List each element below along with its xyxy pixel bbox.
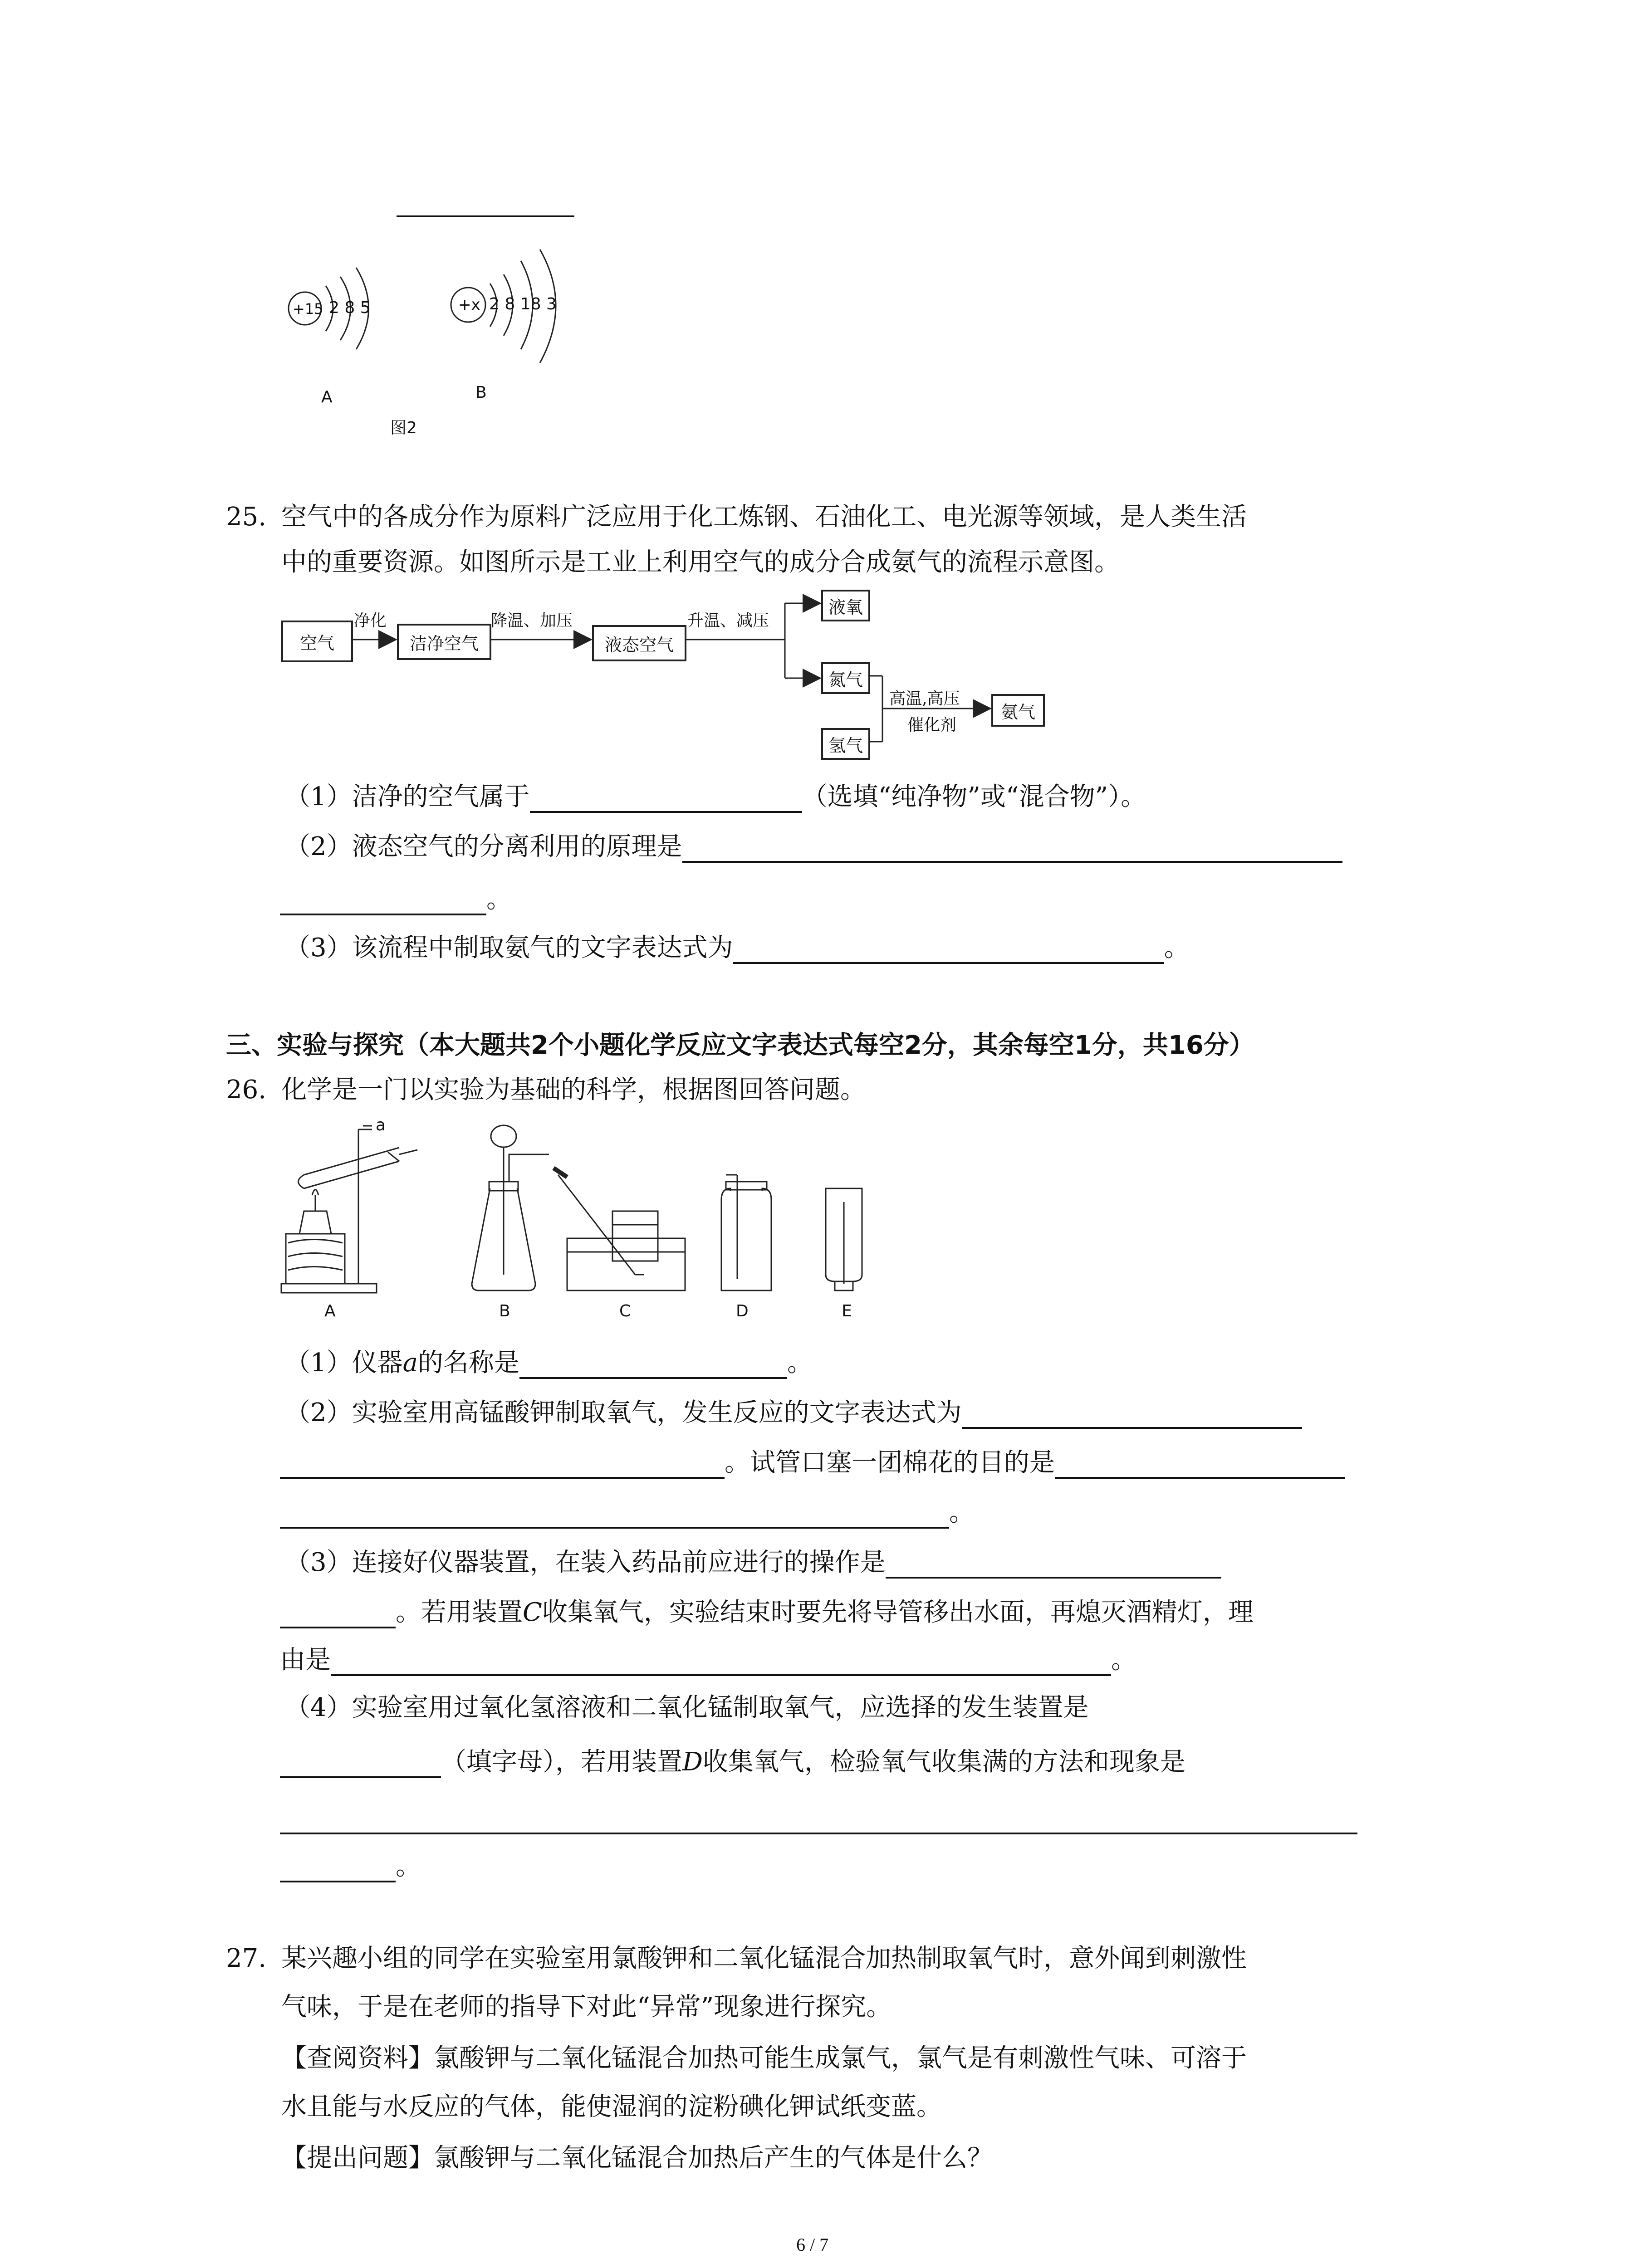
apparatus-label-b: B xyxy=(499,1302,510,1320)
q26-part1-answer-blank[interactable] xyxy=(519,1354,787,1379)
apparatus-label-e: E xyxy=(842,1302,852,1320)
flow-chart xyxy=(272,590,1071,771)
q25-part1-prompt: （1）洁净的空气属于 xyxy=(285,782,530,811)
page-number: 6 / 7 xyxy=(796,2234,829,2255)
q26-part2-cont2: 。 xyxy=(280,1492,975,1529)
q26-part3-cont2: 由是 。 xyxy=(280,1640,1136,1676)
q26-part2-answer-blank-2[interactable] xyxy=(280,1453,725,1479)
q26-part4-answer-blank-2[interactable] xyxy=(280,1833,1357,1834)
lab-apparatus-figure xyxy=(277,1116,894,1329)
q27-info-line1: 【查阅资料】氯酸钾与二氧化锰混合加热可能生成氯气，氯气是有刺激性气味、可溶于 xyxy=(281,2043,1247,2073)
q26-part4-answer-blank-3[interactable] xyxy=(280,1857,396,1882)
apparatus-e xyxy=(826,1188,862,1290)
flow-label-warm-decompress: 升温、减压 xyxy=(687,611,769,630)
q25-number: 25. xyxy=(226,502,267,532)
q26-part3-answer-blank-1[interactable] xyxy=(886,1553,1221,1579)
q25-part1-hint: （选填“纯净物”或“混合物”）。 xyxy=(802,782,1146,811)
apparatus-a-instrument-label: a xyxy=(376,1116,386,1134)
flow-box-hydrogen: 氢气 xyxy=(821,728,870,760)
q26-part4-cont2: 。 xyxy=(280,1846,421,1882)
q26-part1: （1）仪器a的名称是 。 xyxy=(285,1343,813,1379)
q26-part4: （4）实验室用过氧化氢溶液和二氧化锰制取氧气，应选择的发生装置是 xyxy=(285,1693,1089,1722)
atom-a-electrons: 2 8 5 xyxy=(329,298,371,317)
flow-box-clean-air: 洁净空气 xyxy=(397,624,491,660)
q26-var-c: C xyxy=(523,1598,542,1627)
q25-part2-answer-blank-2[interactable] xyxy=(280,890,486,915)
q26-number: 26. xyxy=(226,1075,267,1105)
atom-a-nucleus-label: +15 xyxy=(293,300,323,318)
q26-part3-answer-blank-2[interactable] xyxy=(280,1603,396,1628)
q26-part2-answer-blank-1[interactable] xyxy=(962,1403,1302,1429)
figure-caption: 图2 xyxy=(390,419,417,437)
flow-label-high-temp-pressure: 高温,高压 xyxy=(889,689,960,708)
q26-var-a: a xyxy=(402,1348,418,1378)
q26-part4-answer-blank-1[interactable] xyxy=(280,1753,441,1778)
flow-box-nitrogen: 氮气 xyxy=(821,662,870,694)
flow-label-cool-compress: 降温、加压 xyxy=(491,611,573,630)
q26-part2-answer-blank-4[interactable] xyxy=(280,1503,949,1529)
flow-box-air: 空气 xyxy=(281,621,353,662)
flow-label-catalyst: 催化剂 xyxy=(907,716,957,734)
q25-part2-cont: 。 xyxy=(280,879,512,915)
atom-b-label: B xyxy=(475,383,487,402)
lab-apparatus-drawing xyxy=(277,1120,894,1329)
q25-part2-prompt: （2）液态空气的分离利用的原理是 xyxy=(285,832,682,861)
flow-box-ammonia: 氨气 xyxy=(991,694,1045,727)
q26-part3-answer-blank-3[interactable] xyxy=(331,1651,1111,1676)
q25-part1 xyxy=(285,777,1146,813)
apparatus-c xyxy=(554,1168,685,1290)
q25-part3: （3）该流程中制取氨气的文字表达式为 。 xyxy=(285,928,1190,964)
apparatus-b xyxy=(472,1125,549,1290)
flow-arrows xyxy=(272,590,1071,771)
apparatus-label-c: C xyxy=(619,1302,631,1320)
q25-line1: 空气中的各成分作为原料广泛应用于化工炼钢、石油化工、电光源等领域，是人类生活 xyxy=(281,502,1247,532)
atom-b-nucleus-label: +x xyxy=(458,296,480,314)
atom-diagrams xyxy=(272,200,590,454)
q26-part3-cont: 。若用装置C收集氧气，实验结束时要先将导管移出水面，再熄灭酒精灯，理 xyxy=(280,1592,1254,1628)
q25-part2-answer-blank-1[interactable] xyxy=(682,837,1342,863)
q25-part1-answer-blank[interactable] xyxy=(530,787,802,813)
atom-a-label: A xyxy=(321,388,333,406)
q27-line1: 某兴趣小组的同学在实验室用氯酸钾和二氧化锰混合加热制取氧气时，意外闻到刺激性 xyxy=(281,1944,1247,1973)
apparatus-label-d: D xyxy=(736,1302,749,1320)
flow-box-liquid-air: 液态空气 xyxy=(592,625,686,661)
q27-number: 27. xyxy=(226,1944,267,1973)
q26-part2-answer-blank-3[interactable] xyxy=(1055,1453,1345,1479)
apparatus-d xyxy=(721,1175,771,1290)
section-3-title: 三、实验与探究（本大题共2个小题化学反应文字表达式每空2分，其余每空1分，共16分） xyxy=(226,1031,1254,1060)
q27-question: 【提出问题】氯酸钾与二氧化锰混合加热后产生的气体是什么？ xyxy=(281,2143,993,2173)
figure-2 xyxy=(272,200,590,454)
apparatus-label-a: A xyxy=(324,1302,336,1320)
flow-box-liquid-oxygen: 液氧 xyxy=(821,590,870,621)
q27-info-line2: 水且能与水反应的气体，能使湿润的淀粉碘化钾试纸变蓝。 xyxy=(281,2092,942,2121)
q26-part4-cont: （填字母），若用装置D收集氧气，检验氧气收集满的方法和现象是 xyxy=(280,1742,1185,1778)
q27-line2: 气味，于是在老师的指导下对此“异常”现象进行探究。 xyxy=(281,1992,892,2022)
q26-stem: 化学是一门以实验为基础的科学，根据图回答问题。 xyxy=(281,1075,866,1105)
q26-part2-cont: 。试管口塞一团棉花的目的是 xyxy=(280,1442,1345,1479)
q26-var-d: D xyxy=(682,1747,703,1777)
q25-line2: 中的重要资源。如图所示是工业上利用空气的成分合成氨气的流程示意图。 xyxy=(281,547,1120,577)
apparatus-a xyxy=(281,1126,417,1293)
q26-part3: （3）连接好仪器装置，在装入药品前应进行的操作是 xyxy=(285,1542,1221,1579)
q25-part3-prompt: （3）该流程中制取氨气的文字表达式为 xyxy=(285,933,733,963)
atom-b-electrons: 2 8 18 3 xyxy=(489,295,557,313)
q25-part2 xyxy=(285,826,1342,863)
flow-label-purify: 净化 xyxy=(354,611,387,630)
q25-part3-answer-blank[interactable] xyxy=(733,938,1164,964)
q26-part2: （2）实验室用高锰酸钾制取氧气，发生反应的文字表达式为 xyxy=(285,1393,1302,1429)
